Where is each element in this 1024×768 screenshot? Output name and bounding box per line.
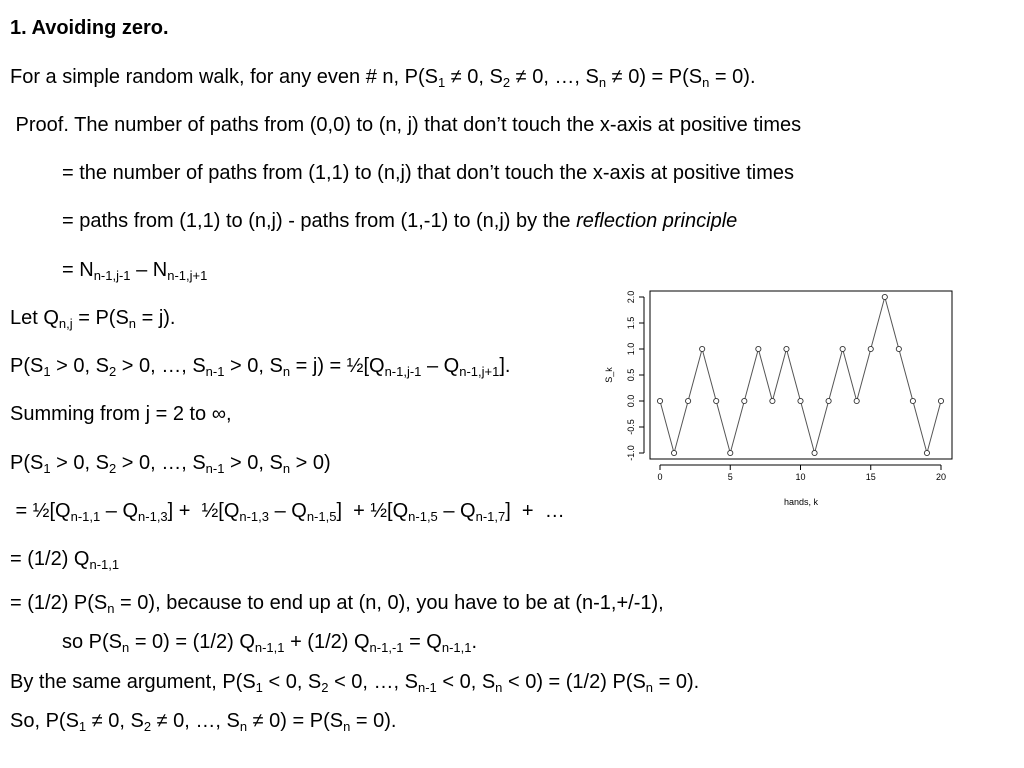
because-line: = (1/2) $P(S_n = 0)$, because to end up at (n, 0), you have to be at (n-1,+/-1),: [10, 592, 664, 616]
y-tick-label: 0.5: [626, 368, 636, 382]
data-point: [910, 398, 915, 403]
slide-title: 1. Avoiding zero.: [10, 17, 169, 39]
probability-line: $P(S_1 > 0$, $S_2 > 0$, …, $S_{n-1} > 0$, $S_n = j$) = $\frac{1}{2}[Q_{n-1,j-1} - Q_{n-1,j+1}]$.: [10, 355, 511, 379]
half-q-line: = (1/2) $Q_{n-1,1}$: [10, 548, 120, 572]
data-point: [896, 346, 901, 351]
series-line: [660, 297, 941, 453]
data-point: [938, 398, 943, 403]
y-tick-label: 2.0: [626, 290, 636, 304]
data-point: [840, 346, 845, 351]
data-point: [714, 398, 719, 403]
data-point: [686, 398, 691, 403]
y-tick-label: 1.5: [626, 316, 636, 330]
proof-step-2: = paths from (1,1) to (n,j) - paths from (1,-1) to (n,j) by the reflection principle: [62, 210, 738, 232]
y-tick-label: -0.5: [626, 419, 636, 435]
data-point: [826, 398, 831, 403]
data-point: [756, 346, 761, 351]
data-point: [868, 346, 873, 351]
data-point: [798, 398, 803, 403]
data-point: [854, 398, 859, 403]
summing-line: Summing from j = 2 to ∞,: [10, 403, 232, 425]
y-tick-label: 1.0: [626, 342, 636, 356]
random-walk-chart: [598, 283, 958, 513]
so-line: so $P(S_n = 0) = (1/2) Q_{n-1,1} + (1/2) Q_{n-1,-1} = Q_{n-1,1}$.: [62, 631, 478, 655]
data-point: [812, 450, 817, 455]
data-point: [700, 346, 705, 351]
data-point: [671, 450, 676, 455]
series-points: [657, 294, 943, 455]
telescoping-sum-line: = $\frac{1}{2}[Q_{n-1,1} - Q_{n-1,3}]$ + $\frac{1}{2}[Q_{n-1,3} - Q_{n-1,5}]$ + $\frac{1}{2}[Q_{n-1,5} - Q_{n-1,7}]$ + …: [10, 500, 565, 524]
x-axis-label: hands, k: [783, 497, 819, 507]
data-point: [657, 398, 662, 403]
data-point: [742, 398, 747, 403]
definition-line: Let $Q_{n,j} = P(S_n = j)$.: [10, 307, 176, 331]
data-point: [924, 450, 929, 455]
same-argument-line: By the same argument, $P(S_1 < 0$, $S_2 < 0$, …, $S_{n-1} < 0$, $S_n < 0) = (1/2)$ $P(S_n = 0)$.: [10, 671, 700, 695]
y-tick-label: 0.0: [626, 394, 636, 408]
conclusion-line: So, $P(S_1 \ne 0$, $S_2 \ne 0$, …, $S_n \ne 0) = P(S_n = 0)$.: [10, 710, 397, 734]
x-tick-label: 0: [657, 472, 663, 482]
data-point: [770, 398, 775, 403]
positive-prob-line: $P(S_1 > 0$, $S_2 > 0$, …, $S_{n-1} > 0$, $S_n > 0$): [10, 452, 331, 476]
y-axis-label: S_k: [604, 367, 614, 383]
data-point: [728, 450, 733, 455]
x-tick-label: 20: [935, 472, 947, 482]
data-point: [882, 294, 887, 299]
proof-line: Proof. The number of paths from (0,0) to (n, j) that don’t touch the x-axis at positive times: [10, 114, 802, 136]
data-point: [784, 346, 789, 351]
x-tick-label: 5: [727, 472, 733, 482]
proof-step-3: = $N_{n-1,j-1} - N_{n-1,j+1}$: [62, 259, 208, 283]
y-tick-label: -1.0: [626, 445, 636, 461]
x-tick-label: 10: [795, 472, 806, 482]
proof-step-1: = the number of paths from (1,1) to (n,j) that don’t touch the x-axis at positive times: [62, 162, 795, 184]
x-tick-label: 15: [865, 472, 876, 482]
statement-line: For a simple random walk, for any even # n, $P(S_1 \ne 0$, $S_2 \ne 0$, …, $S_n \ne 0) = P(S_n = 0)$.: [10, 66, 756, 90]
